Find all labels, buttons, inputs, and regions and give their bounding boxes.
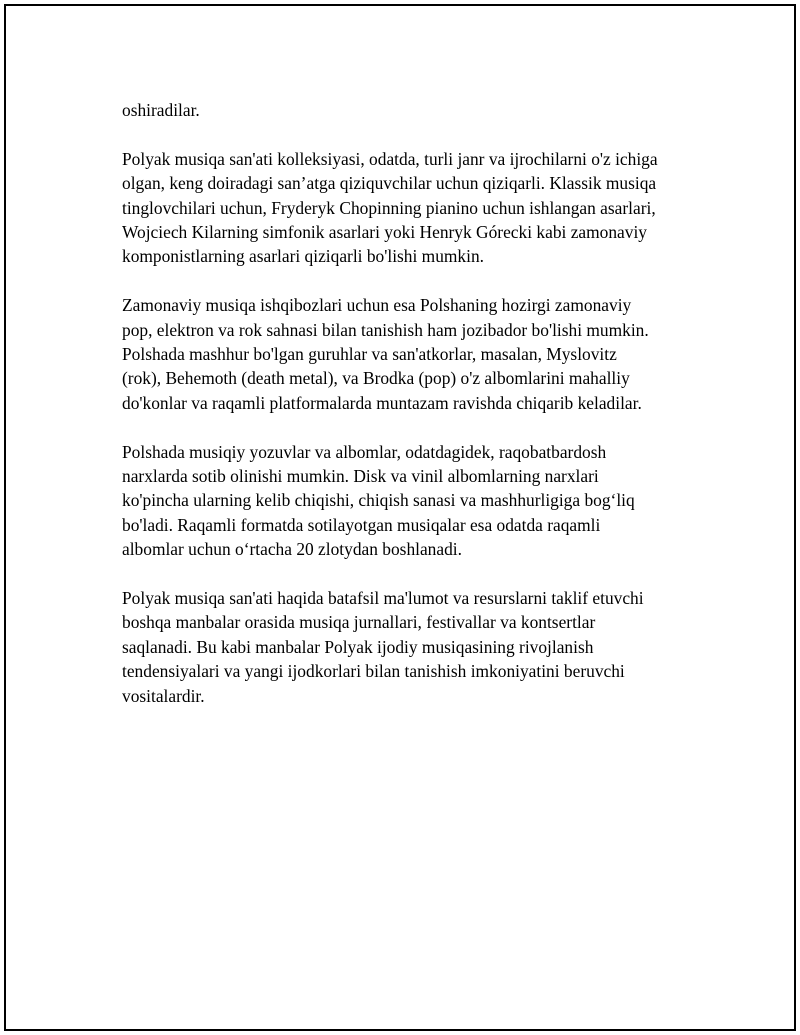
- text-line: ko'pincha ularning kelib chiqishi, chiqish sanasi va mashhurligiga bog‘liq: [122, 490, 635, 511]
- text-line: Zamonaviy musiqa ishqibozlari uchun esa Polshaning hozirgi zamonaviy: [122, 295, 632, 316]
- text-line: Polshada mashhur bo'lgan guruhlar va san'atkorlar, masalan, Myslovitz: [122, 344, 617, 365]
- paragraph-1: [122, 98, 702, 122]
- text-line: oshiradilar.: [122, 100, 200, 120]
- text-line: Wojciech Kilarning simfonik asarlari yoki Henryk Górecki kabi zamonaviy: [122, 222, 647, 243]
- paragraph-4: [122, 440, 702, 562]
- text-line: bo'ladi. Raqamli formatda sotilayotgan musiqalar esa odatda raqamli: [122, 514, 601, 535]
- text-line: pop, elektron va rok sahnasi bilan tanishish ham jozibador bo'lishi mumkin.: [122, 319, 649, 340]
- text-line: Polyak musiqa san'ati haqida batafsil ma'lumot va resurslarni taklif etuvchi: [122, 588, 644, 609]
- text-line: narxlarda sotib olinishi mumkin. Disk va vinil albomlarning narxlari: [122, 466, 599, 487]
- text-line: Polyak musiqa san'ati kolleksiyasi, odatda, turli janr va ijrochilarni o'z ichiga: [122, 148, 658, 169]
- paragraph-3: [122, 293, 702, 415]
- page-body: [122, 98, 702, 708]
- text-line: tendensiyalari va yangi ijodkorlari bilan tanishish imkoniyatini beruvchi: [122, 661, 625, 682]
- text-line: boshqa manbalar orasida musiqa jurnallari, festivallar va kontsertlar: [122, 612, 596, 633]
- text-line: do'konlar va raqamli platformalarda muntazam ravishda chiqarib keladilar.: [122, 392, 642, 413]
- paragraph-2: [122, 147, 702, 269]
- text-line: (rok), Behemoth (death metal), va Brodka (pop) o'z albomlarini mahalliy: [122, 368, 630, 389]
- text-line: vositalardir.: [122, 685, 205, 706]
- text-line: olgan, keng doiradagi san’atga qiziquvchilar uchun qiziqarli. Klassik musiqa: [122, 173, 657, 194]
- text-line: Polshada musiqiy yozuvlar va albomlar, odatdagidek, raqobatbardosh: [122, 441, 607, 462]
- text-line: albomlar uchun o‘rtacha 20 zlotydan boshlanadi.: [122, 539, 462, 560]
- paragraph-5: [122, 586, 702, 708]
- text-line: tinglovchilari uchun, Fryderyk Chopinning pianino uchun ishlangan asarlari,: [122, 197, 656, 218]
- text-line: komponistlarning asarlari qiziqarli bo'lishi mumkin.: [122, 246, 485, 267]
- text-line: saqlanadi. Bu kabi manbalar Polyak ijodiy musiqasining rivojlanish: [122, 636, 594, 657]
- page-frame: [4, 4, 796, 1031]
